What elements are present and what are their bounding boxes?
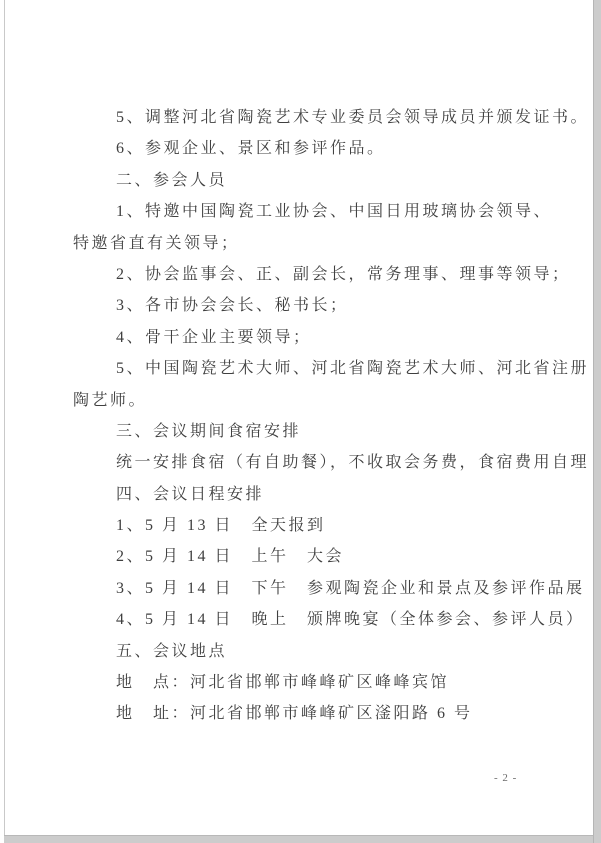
text-line: 特邀省直有关领导；	[73, 234, 240, 252]
text-line: 四、会议日程安排	[116, 485, 265, 503]
document-page	[4, 0, 594, 836]
text-line: 陶艺师。	[73, 391, 148, 409]
text-line: 5、调整河北省陶瓷艺术专业委员会领导成员并颁发证书。	[116, 109, 590, 126]
text-line: 2、协会监事会、正、副会长，常务理事、理事等领导；	[116, 265, 571, 283]
text-line: 三、会议期间食宿安排	[116, 422, 302, 440]
text-line: 4、5 月 14 日 晚上 颁牌晚宴（全体参会、参评人员）	[116, 611, 585, 629]
text-line: 2、5 月 14 日 上午 大会	[116, 548, 345, 566]
text-line: 统一安排食宿（有自助餐），不收取会务费，食宿费用自理	[116, 454, 590, 472]
document-body	[73, 102, 590, 730]
text-line: 地 点：河北省邯郸市峰峰矿区峰峰宾馆	[116, 674, 450, 692]
text-line: 地 址：河北省邯郸市峰峰矿区滏阳路 6 号	[116, 705, 473, 723]
text-line: 1、特邀中国陶瓷工业协会、中国日用玻璃协会领导、	[116, 203, 553, 221]
text-line: 3、各市协会会长、秘书长；	[116, 297, 349, 315]
text-line: 3、5 月 14 日 下午 参观陶瓷企业和景点及参评作品展	[116, 579, 585, 597]
text-line: 1、5 月 13 日 全天报到	[116, 517, 326, 535]
page-edge-right	[593, 0, 601, 843]
page-number: - 2 -	[494, 772, 518, 784]
text-line: 4、骨干企业主要领导；	[116, 328, 312, 346]
page-edge-bottom	[4, 835, 593, 843]
text-line: 6、参观企业、景区和参评作品。	[116, 140, 386, 158]
text-line: 二、参会人员	[116, 171, 228, 189]
text-line: 五、会议地点	[116, 642, 228, 660]
text-line: 5、中国陶瓷艺术大师、河北省陶瓷艺术大师、河北省注册	[116, 360, 590, 378]
